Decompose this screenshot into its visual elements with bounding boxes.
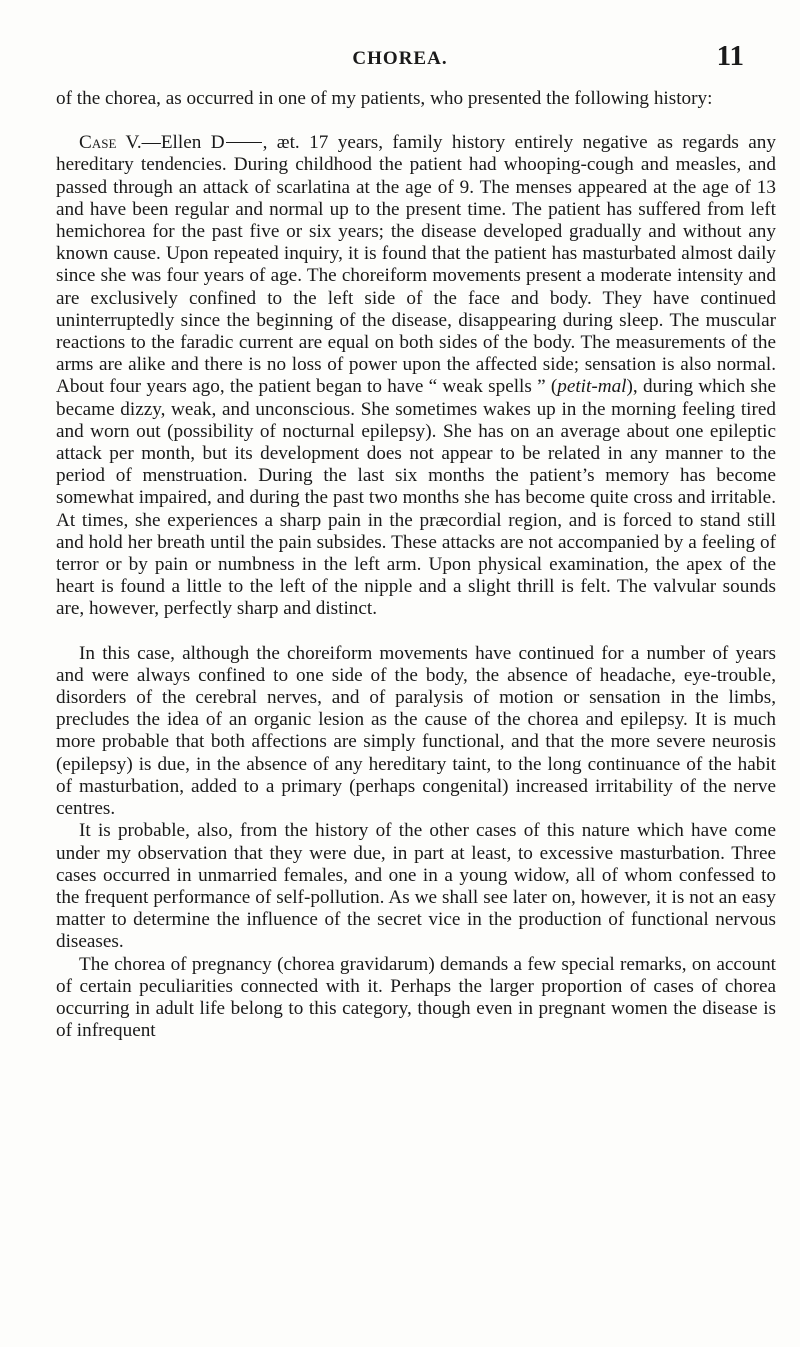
discussion-paragraph: In this case, although the choreiform movements have continued for a number of years and were always confined to one side of the body, the absence of headache, eye-trouble, disorders of the cerebral nerves, and of paralysis of motion or sensation in the limbs, precludes the idea of an organic lesion as the cause of the chorea and epilepsy. It is much more probable that both affections are simply functional, and that the more severe neurosis (epilepsy) is due, in the absence of any hereditary taint, to the long continuance of the habit of masturbation, added to a primary (perhaps congenital) increased irritability of the nerve centres. — [56, 642, 776, 820]
masturbation-paragraph: It is probable, also, from the history of the other cases of this nature which have come under my observation that they were due, in part at least, to excessive masturbation. Three cases occurred in unmarried females, and one in a young widow, all of whom confessed to the frequent performance of self-pollution. As we shall see later on, however, it is not an easy matter to determine the influence of the secret vice in the production of functional nervous diseases. — [56, 820, 776, 953]
intro-paragraph: of the chorea, as occurred in one of my patients, who presented the following history: — [56, 88, 713, 109]
pregnancy-chorea-paragraph: The chorea of pregnancy (chorea gravidarum) demands a few special remarks, on account of certain peculiarities connected with it. Perhaps the larger proportion of cases of chorea occurring in adult life belong to this category, though even in pregnant women the disease is of infrequent — [56, 953, 776, 1042]
case-history-text: , æt. 17 years, family history entirely negative as regards any hereditary tendencies. During childhood the patient had whooping-cough and measles, and passed through an attack of scarlatina at the age of 9. The menses appeared at the age of 13 and have been regular and normal up to the present time. The patient has suffered from left hemichorea for the past five or six years; the disease developed gradually and without any known cause. Upon repeated inquiry, it is found that the patient has masturbated almost daily since she was four years of age. The choreiform movements present a moderate intensity and are exclusively confined to the left side of the face and body. They have continued uninterruptedly since the beginning of the disease, disappearing during sleep. The muscular reactions to the faradic current are equal on both sides of the body. The measurements of the arms are alike and there is no loss of power upon the affected side; sensation is also normal. About four years ago, the patient began to have “ weak spells ” ( — [56, 132, 776, 398]
italic-term: petit-mal — [557, 376, 627, 398]
body-text — [56, 88, 776, 1042]
case-patient-name: —Ellen D — [141, 132, 225, 154]
running-title: CHOREA. — [352, 48, 448, 69]
name-omission-dash — [226, 142, 262, 143]
case-report-paragraph — [56, 132, 776, 620]
running-head — [56, 40, 744, 80]
page-number: 11 — [716, 40, 744, 72]
case-history-text-continued: ), during which she became dizzy, weak, and unconscious. She sometimes wakes up in the morning feeling tired and worn out (possibility of nocturnal epilepsy). She has on an average about one epileptic attack per month, but its development does not appear to be related in any manner to the period of menstruation. During the last six months the patient’s memory has become somewhat impaired, and during the past two months she has become quite cross and irritable. At times, she experiences a sharp pain in the præcordial region, and is forced to stand still and hold her breath until the pain subsides. These attacks are not accompanied by a feeling of terror or by pain or numbness in the left arm. Upon physical examination, the apex of the heart is found a little to the left of the nipple and a slight thrill is felt. The valvular sounds are, however, perfectly sharp and distinct. — [56, 376, 776, 620]
case-label: Case V. — [79, 132, 142, 154]
